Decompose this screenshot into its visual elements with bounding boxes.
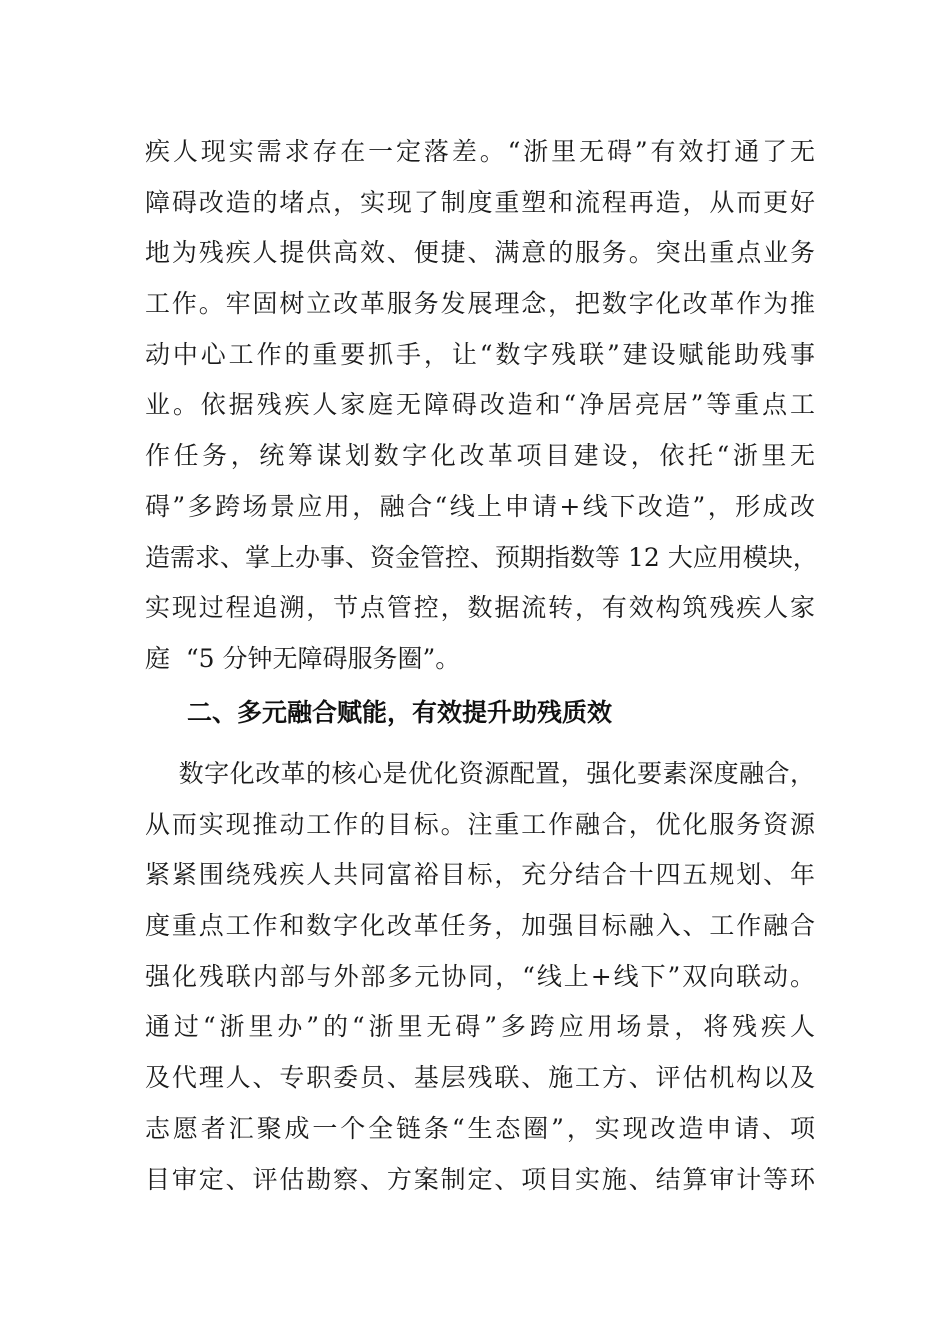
- paragraph-line: 数字化改革的核心是优化资源配置，强化要素深度融合，: [145, 759, 815, 788]
- paragraph-line: 地为残疾人提供高效、便捷、满意的服务。突出重点业务: [145, 238, 815, 268]
- paragraph-line: 工作。牢固树立改革服务发展理念，把数字化改革作为推: [145, 289, 815, 319]
- paragraph-line: 紧紧围绕残疾人共同富裕目标，充分结合十四五规划、年: [145, 860, 815, 890]
- section-heading: 二、多元融合赋能，有效提升助残质效: [187, 698, 613, 727]
- paragraph-line: 目审定、评估勘察、方案制定、项目实施、结算审计等环: [145, 1164, 815, 1194]
- paragraph-line: 作任务，统筹谋划数字化改革项目建设，依托“浙里无: [145, 441, 815, 471]
- paragraph-line: 障碍改造的堵点，实现了制度重塑和流程再造，从而更好: [145, 187, 815, 217]
- paragraph-line: 度重点工作和数字化改革任务，加强目标融入、工作融合: [145, 911, 815, 941]
- paragraph-line: 实现过程追溯，节点管控，数据流转，有效构筑残疾人家: [145, 593, 815, 623]
- paragraph-line: 及代理人、专职委员、基层残联、施工方、评估机构以及: [145, 1063, 815, 1093]
- paragraph-line: 庭 “5 分钟无障碍服务圈”。: [145, 643, 461, 673]
- body-paragraph-2: [145, 749, 815, 1205]
- paragraph-line: 通过“浙里办”的“浙里无碍”多跨应用场景，将残疾人: [145, 1012, 815, 1042]
- body-paragraph-1: [145, 127, 818, 685]
- paragraph-line: 碍”多跨场景应用，融合“线上申请+线下改造”，形成改: [145, 491, 815, 521]
- paragraph-line: 造需求、掌上办事、资金管控、预期指数等 12 大应用模块，: [145, 542, 818, 572]
- paragraph-line: 业。依据残疾人家庭无障碍改造和“净居亮居”等重点工: [145, 390, 815, 420]
- paragraph-line: 从而实现推动工作的目标。注重工作融合，优化服务资源: [145, 809, 815, 839]
- paragraph-line: 疾人现实需求存在一定落差。“浙里无碍”有效打通了无: [145, 137, 815, 166]
- paragraph-line: 志愿者汇聚成一个全链条“生态圈”，实现改造申请、项: [145, 1113, 815, 1143]
- paragraph-line: 强化残联内部与外部多元协同，“线上+线下”双向联动。: [145, 961, 815, 991]
- paragraph-line: 动中心工作的重要抓手，让“数字残联”建设赋能助残事: [145, 339, 815, 369]
